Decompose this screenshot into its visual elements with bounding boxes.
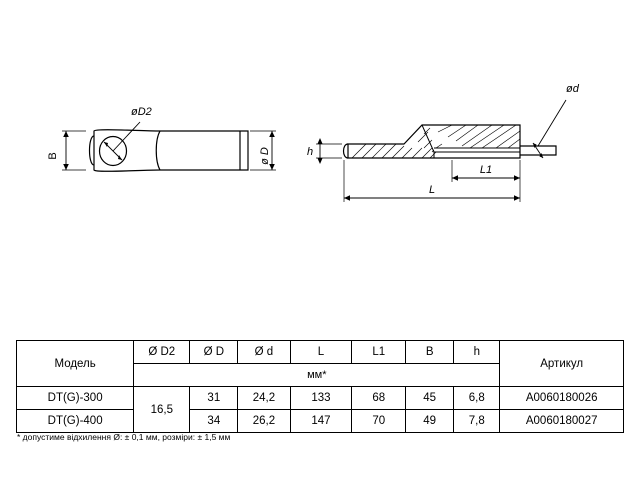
cell-d-small: 26,2 [238,410,290,433]
cell-d: 34 [190,410,238,433]
table-row [17,387,624,410]
header-h: h [454,341,500,364]
cell-d: 31 [190,387,238,410]
header-d: Ø D [190,341,238,364]
right-view [344,125,557,158]
header-d2: Ø D2 [134,341,190,364]
units-cell: мм* [134,364,500,387]
header-article: Артикул [500,341,624,387]
header-l: L [290,341,352,364]
cell-b: 49 [406,410,454,433]
cell-article: A0060180026 [500,387,624,410]
cell-l1: 68 [352,387,406,410]
footnote: * допустиме відхилення Ø: ± 0,1 мм, розміри: ± 1,5 мм [17,432,231,442]
spec-table [16,340,624,433]
d2-leader [104,122,140,160]
cell-l: 147 [290,410,352,433]
d-small-leader [533,100,566,158]
table-row [17,410,624,433]
cell-h: 7,8 [454,410,500,433]
cell-b: 45 [406,387,454,410]
cell-l1: 70 [352,410,406,433]
label-d2: øD2 [131,106,152,118]
header-b: B [406,341,454,364]
header-model: Модель [17,341,134,387]
cell-d2-merged: 16,5 [134,387,190,433]
table-header-row [17,341,624,364]
label-l1: L1 [479,164,493,176]
cell-model: DT(G)-400 [17,410,134,433]
label-h: h [306,146,314,158]
header-l1: L1 [352,341,406,364]
label-l: L [428,184,436,196]
cell-h: 6,8 [454,387,500,410]
b-dimension [62,131,86,170]
label-d-small: ød [566,83,579,95]
cell-d-small: 24,2 [238,387,290,410]
label-b: B [47,152,59,160]
cell-model: DT(G)-300 [17,387,134,410]
cell-l: 133 [290,387,352,410]
cell-article: A0060180027 [500,410,624,433]
label-d-right: ø D [259,147,271,165]
header-d-small: Ø d [238,341,290,364]
h-dimension [316,138,342,164]
